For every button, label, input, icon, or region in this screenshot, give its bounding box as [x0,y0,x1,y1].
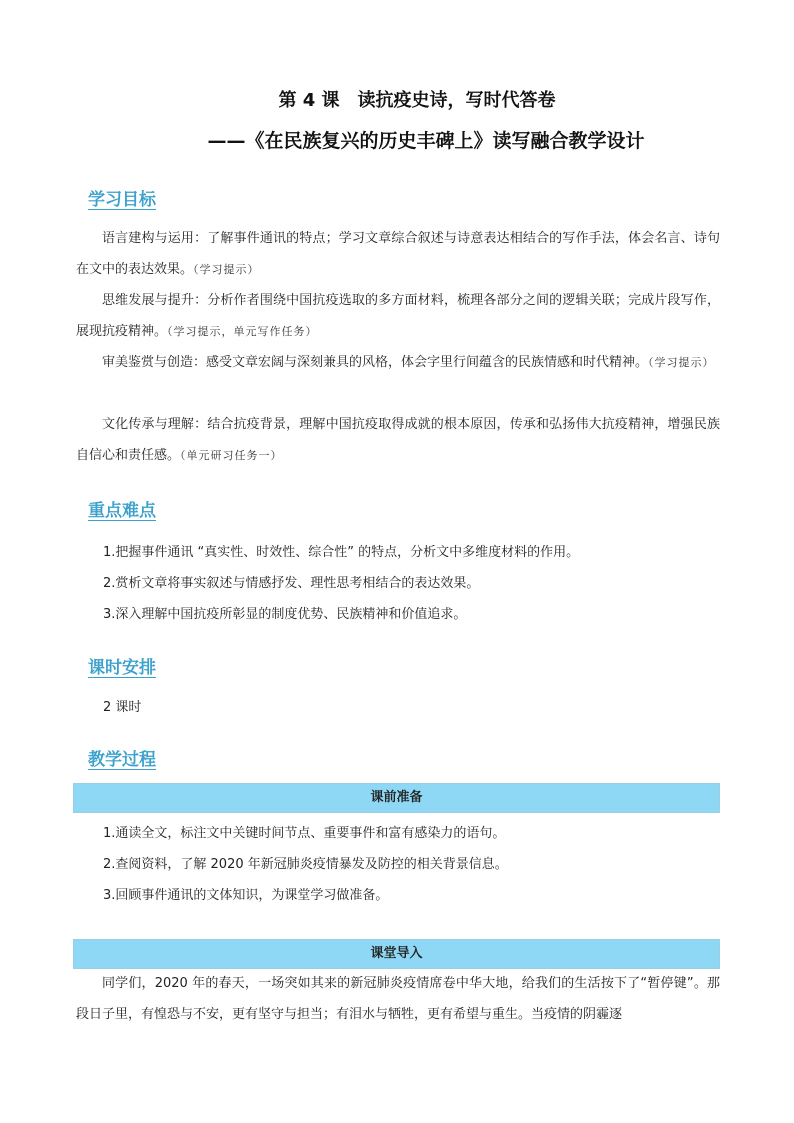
intro-paragraph: 同学们，2020 年的春天，一场突如其来的新冠肺炎疫情席卷中华大地，给我们的生活按下了“暂停键”。那段日子里，有惶恐与不安，更有坚守与担当；有泪水与牺牲，更有希望与重生。当疫情的阴霾逐 [76,976,720,1022]
objective-text: 语言建构与运用：了解事件通讯的特点；学习文章综合叙述与诗意表达相结合的写作手法，体会名言、诗句在文中的表达效果。 [76,231,720,277]
objective-note: （学习提示） [648,356,715,369]
objective-note: （学习提示） [193,263,260,276]
objective-note: （学习提示，单元写作任务） [167,325,318,338]
prep-item: 2.查阅资料，了解 2020 年新冠肺炎疫情暴发及防控的相关背景信息。 [103,857,508,872]
keypoint-item: 1.把握事件通讯 “真实性、时效性、综合性” 的特点，分析文中多维度材料的作用。 [103,545,580,560]
lesson-title: 第 4 课 读抗疫史诗，写时代答卷 [278,90,556,111]
section-heading-process: 教学过程 [88,750,156,770]
objective-note: （单元研习任务一） [180,449,283,462]
objective-paragraph [76,285,720,347]
objective-paragraph [76,409,720,471]
objective-text: 思维发展与提升：分析作者围绕中国抗疫选取的多方面材料，梳理各部分之间的逻辑关联；完成片段写作，展现抗疫精神。 [76,293,720,339]
keypoint-item: 2.赏析文章将事实叙述与情感抒发、理性思考相结合的表达效果。 [103,576,480,591]
objective-paragraph [76,223,720,285]
intro-band: 课堂导入 [73,939,720,969]
objective-text: 文化传承与理解：结合抗疫背景，理解中国抗疫取得成就的根本原因，传承和弘扬伟大抗疫精神，增强民族自信心和责任感。 [76,417,720,463]
section-heading-schedule: 课时安排 [88,658,156,678]
objective-text: 审美鉴赏与创造：感受文章宏阔与深刻兼具的风格，体会字里行间蕴含的民族情感和时代精神。 [102,355,649,370]
section-heading-objectives: 学习目标 [88,190,156,210]
schedule-value: 2 课时 [103,700,142,715]
objective-paragraph [76,347,720,378]
prep-item: 3.回顾事件通讯的文体知识，为课堂学习做准备。 [103,888,389,903]
section-heading-keypoints: 重点难点 [88,501,156,521]
prep-band: 课前准备 [73,783,720,813]
prep-item: 1.通读全文，标注文中关键时间节点、重要事件和富有感染力的语句。 [103,826,506,841]
lesson-subtitle: ——《在民族复兴的历史丰碑上》读写融合教学设计 [207,130,645,152]
keypoint-item: 3.深入理解中国抗疫所彰显的制度优势、民族精神和价值追求。 [103,607,467,622]
